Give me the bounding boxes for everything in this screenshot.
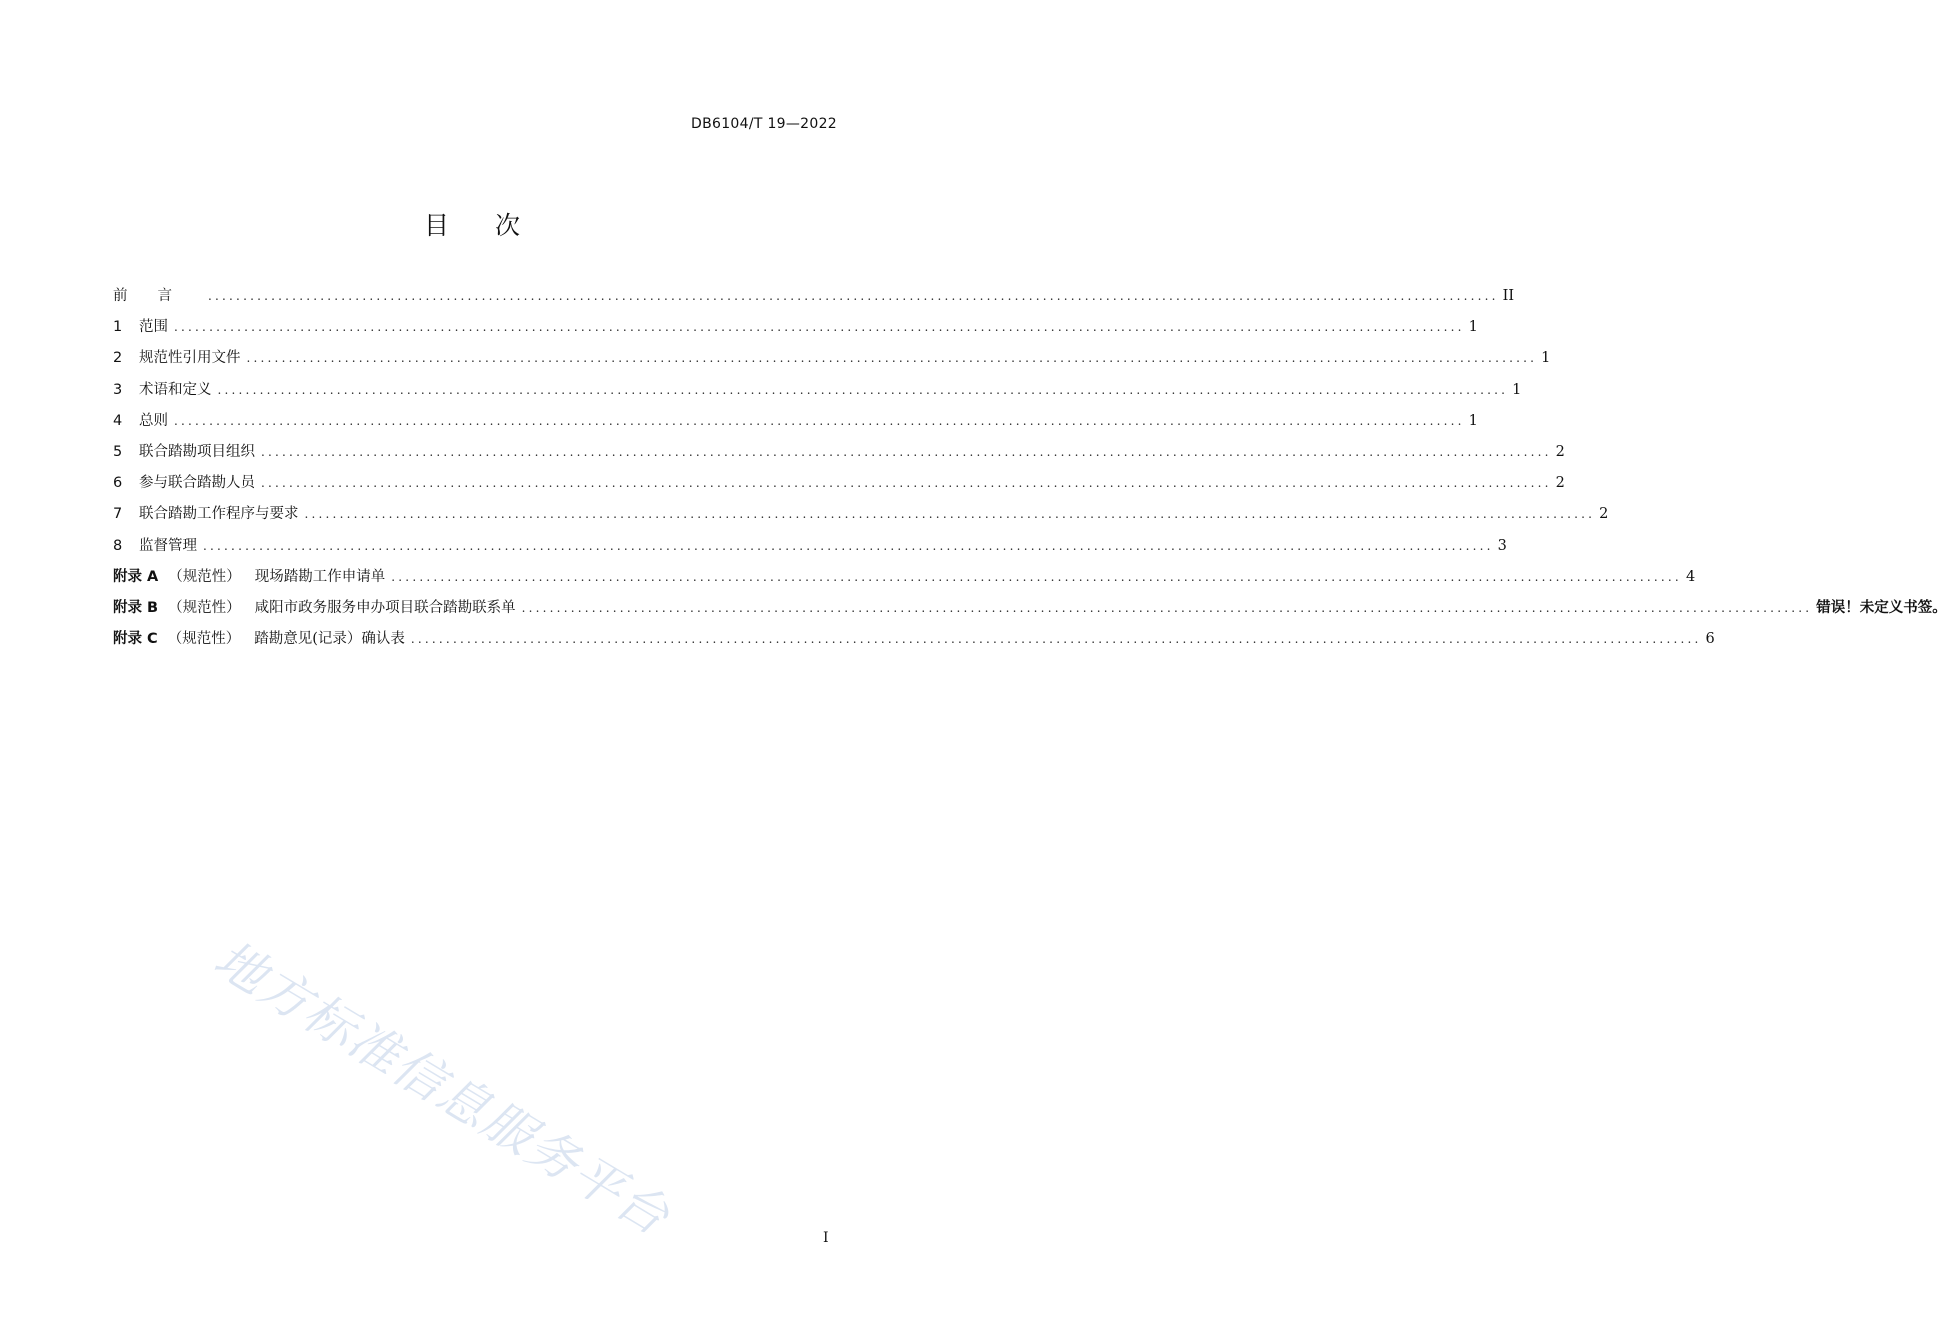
- toc-entry-label: 联合踏勘工作程序与要求: [139, 506, 299, 523]
- toc-entry-number: 8: [113, 537, 123, 554]
- toc-leader-dots: ........................................................................................................................................................................................: [521, 600, 1813, 615]
- document-code: DB6104/T 19—2022: [691, 116, 837, 132]
- toc-entry-label: 术语和定义: [139, 381, 212, 398]
- toc-entry-label: 总则: [139, 412, 168, 429]
- toc-entry-number: 3: [113, 381, 123, 398]
- toc-leader-dots: ........................................................................................................................................................................................: [261, 444, 1552, 459]
- appendix-type: （规范性）: [167, 631, 241, 648]
- appendix-type: （规范性）: [168, 599, 241, 616]
- toc-leader-dots: ........................................................................................................................................................................................: [174, 413, 1465, 428]
- toc-entry-page: 1: [1541, 350, 1551, 367]
- toc-entry-page-error: 错误！未定义书签。: [1816, 599, 1947, 616]
- page-title: 目次: [423, 211, 566, 240]
- toc-entry-6[interactable]: [113, 468, 1565, 499]
- toc-entry-page: 3: [1497, 537, 1507, 554]
- toc-entry-number: 4: [113, 412, 123, 429]
- toc-entry-2[interactable]: [113, 343, 1551, 374]
- toc-entry-5[interactable]: [113, 437, 1565, 468]
- toc-entry-label: 规范性引用文件: [139, 350, 241, 367]
- toc-leader-dots: ........................................................................................................................................................................................: [203, 538, 1494, 553]
- toc-entry-page: 6: [1705, 631, 1715, 648]
- toc-entry-page: 2: [1555, 443, 1565, 460]
- appendix-heading: 附录 A: [113, 568, 159, 585]
- toc-entry-number: 5: [113, 443, 123, 460]
- toc-entry-foreword[interactable]: [113, 281, 1515, 312]
- toc-leader-dots: ........................................................................................................................................................................................: [391, 569, 1682, 584]
- toc-entry-number: 6: [113, 475, 123, 492]
- toc-entry-label: 范围: [139, 319, 168, 336]
- toc-entry-appendix-c[interactable]: [113, 624, 1715, 655]
- toc-entry-appendix-b[interactable]: [113, 593, 1947, 624]
- toc-entry-1[interactable]: [113, 312, 1478, 343]
- toc-entry-page: 1: [1512, 381, 1522, 398]
- appendix-type: （规范性）: [168, 568, 241, 585]
- appendix-heading: 附录 C: [113, 631, 158, 648]
- toc-entry-label: 踏勘意见(记录）确认表: [254, 631, 405, 648]
- toc-leader-dots: ........................................................................................................................................................................................: [410, 632, 1702, 647]
- toc-entry-label: 联合踏勘项目组织: [139, 443, 255, 460]
- toc-entry-label: 前言: [113, 288, 202, 304]
- appendix-heading: 附录 B: [113, 599, 159, 616]
- toc-leader-dots: ........................................................................................................................................................................................: [304, 507, 1596, 522]
- toc-entry-3[interactable]: [113, 375, 1522, 406]
- toc-leader-dots: ........................................................................................................................................................................................: [246, 351, 1538, 366]
- toc-entry-label: 参与联合踏勘人员: [139, 475, 255, 492]
- toc-entry-number: 7: [113, 506, 123, 523]
- toc-leader-dots: ........................................................................................................................................................................................: [174, 320, 1465, 335]
- toc-entry-label: 咸阳市政务服务申办项目联合踏勘联系单: [254, 599, 516, 616]
- toc-leader-dots: ........................................................................................................................................................................................: [217, 382, 1509, 397]
- toc-entry-label: 现场踏勘工作申请单: [254, 568, 386, 585]
- toc-entry-7[interactable]: [113, 499, 1609, 530]
- toc-entry-number: 1: [113, 319, 123, 336]
- toc-entry-page: 4: [1685, 568, 1696, 585]
- toc-entry-page: 2: [1599, 506, 1609, 523]
- table-of-contents: [113, 281, 1947, 655]
- toc-leader-dots: ........................................................................................................................................................................................: [208, 289, 1499, 303]
- toc-entry-page: 2: [1555, 475, 1565, 492]
- toc-entry-page: 1: [1468, 412, 1478, 429]
- toc-entry-appendix-a[interactable]: [113, 562, 1696, 593]
- toc-entry-number: 2: [113, 350, 123, 367]
- toc-entry-label: 监督管理: [139, 537, 197, 554]
- toc-entry-4[interactable]: [113, 406, 1478, 437]
- toc-entry-8[interactable]: [113, 531, 1507, 562]
- toc-entry-page: 1: [1468, 319, 1478, 336]
- page-number: I: [823, 1230, 829, 1246]
- toc-leader-dots: ........................................................................................................................................................................................: [261, 476, 1552, 491]
- toc-entry-page: II: [1502, 288, 1515, 304]
- watermark: 地方标准信息服务平台: [204, 929, 681, 1247]
